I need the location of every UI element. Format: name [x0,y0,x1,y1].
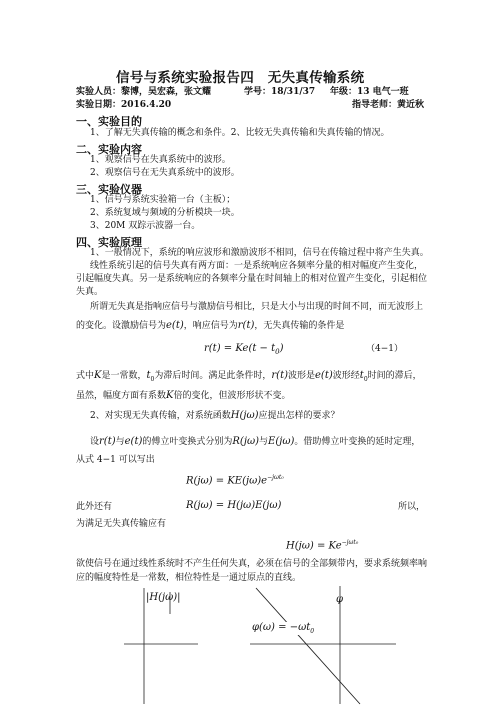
principle-p2a: 所谓无失真是指响应信号与激励信号相比，只是大小与出现的时间不同，而无波形上 [90,302,424,312]
purpose-line1: 1、了解无失真传输的概念和条件。2、比较无失真传输和失真传输的情况。 [90,128,390,138]
content-line1: 1、观察信号在失真系统中的波形。 [90,155,231,165]
equation-distortionless-time: $r(t) = Ke(t - t_0)$ [204,343,284,356]
student-no: 学号：18/31/37 [244,87,316,97]
principle-p1b: 线性系统引起的信号失真有两方面：一是系统响应各频率分量的相对幅度产生变化， [90,261,424,271]
instrument-line1: 1、信号与系统实验箱一台（主板）； [90,195,236,205]
principle-p1d: 失真。 [76,287,104,297]
equation-fourier-delay: $R(j\omega) = KE(j\omega)e^{-j\omega t_0}$ [186,474,284,487]
phase-line [256,588,360,704]
principle-p5a: 设r(t)与e(t)的傅立叶变换式分别为R(jω)与E(jω)。借助傅立叶变换的延时定理， [90,436,421,447]
equation-number: （4−1） [366,344,403,354]
heading-principle: 四、实验原理 [76,236,142,249]
equation-system-function: R(jω) = H(jω)E(jω) [186,500,282,511]
date: 实验日期：2016.4.20 [76,100,172,110]
content-line2: 2、观察信号在无失真系统中的波形。 [90,168,240,178]
instrument-line3: 3、20M 双踪示波器一台。 [90,221,201,231]
principle-p4: 2、对实现无失真传输，对系统函数H(jω)应提出怎样的要求？ [90,410,340,421]
principle-p7: 为满足无失真传输应有 [76,519,167,529]
heading-instruments: 三、实验仪器 [76,183,142,196]
principle-p1a: 1、一般情况下，系统的响应波形和激励波形不相同，信号在传输过程中将产生失真。 [90,248,429,258]
phase-axis-label: φ [336,594,344,605]
heading-purpose: 一、实验目的 [76,115,142,128]
principle-p8a: 欲使信号在通过线性系统时不产生任何失真，必须在信号的全部频带内，要求系统频率响 [76,559,428,569]
phase-equation: $\varphi(\omega) = -\omega t_0$ [252,622,315,635]
instrument-line2: 2、系统复域与频域的分析模块一块。 [90,208,240,218]
principle-p8b: 应的幅度特性是一常数，相位特性是一通过原点的直线。 [76,573,302,583]
principle-p1c: 引起幅度失真。另一是系统响应的各频率分量在时间轴上的相对位置产生变化，引起相位 [76,274,428,284]
members: 实验人员：黎博，吴宏森，张文耀 [76,87,212,97]
principle-p3b: 虽然，幅度方面有系数K倍的变化，但波形形状不变。 [76,390,291,401]
magnitude-graph [120,586,200,706]
report-title: 信号与系统实验报告四 无失真传输系统 [116,70,365,86]
principle-p6-so: 所以， [398,502,426,512]
grade: 年级：13 电气一班 [330,87,409,97]
heading-content: 二、实验内容 [76,143,142,156]
principle-p3a: 式中K是一常数，$t_0$为滞后时间。满足此条件时，r(t)波形是e(t)波形经$t_0$时间的滞后， [76,370,422,383]
equation-transfer: $H(j\omega) = Ke^{-j\omega t_0}$ [286,539,359,552]
phase-graph [248,584,398,706]
magnitude-label: |H(jω)| [146,592,181,603]
principle-p6-label: 此外还有 [76,502,113,512]
principle-p5b: 从式 4−1 可以写出 [76,455,155,465]
principle-p2b: 的变化。设激励信号为e(t)，响应信号为r(t)，无失真传输的条件是 [76,320,345,331]
teacher: 指导老师：黄近秋 [352,100,425,110]
